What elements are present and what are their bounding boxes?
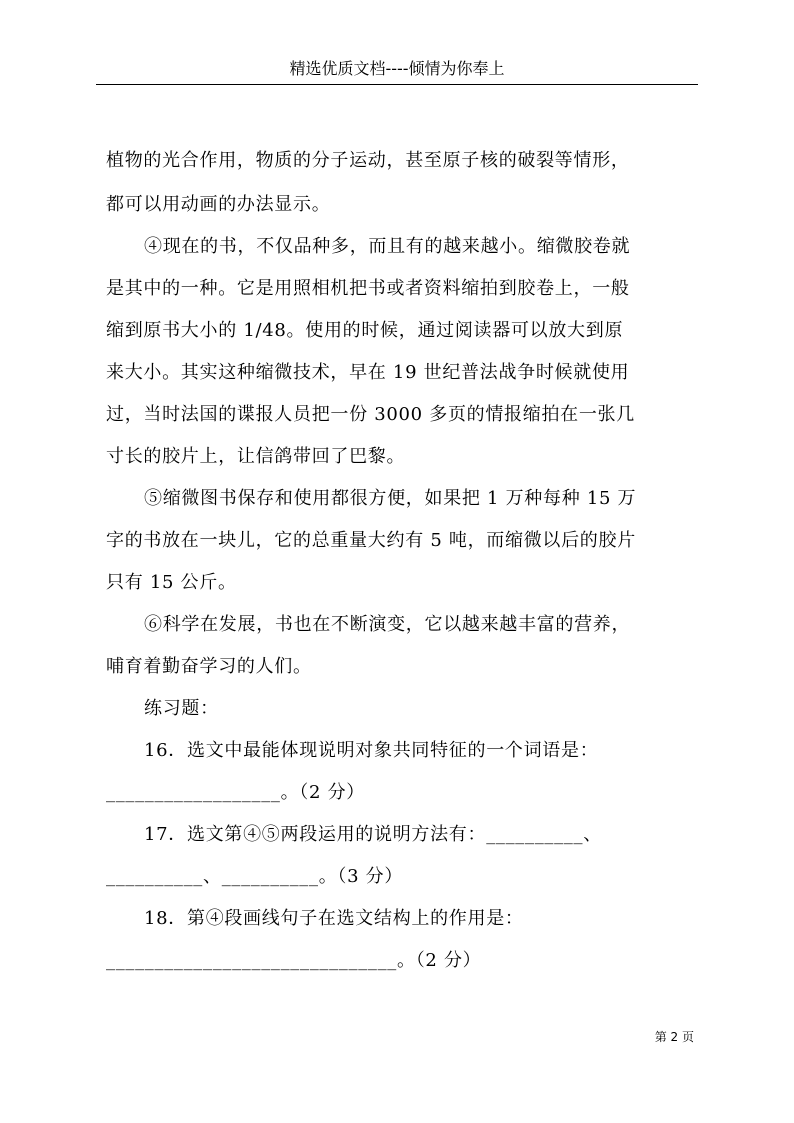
question-17: 17．选文第④⑤两段运用的说明方法有：__________、 bbox=[144, 824, 602, 845]
body-line: 植物的光合作用，物质的分子运动，甚至原子核的破裂等情形， bbox=[106, 150, 630, 171]
question-18: 18．第④段画线句子在选文结构上的作用是： bbox=[144, 908, 524, 929]
body-line: 来大小。其实这种缩微技术，早在 19 世纪普法战争时候就使用 bbox=[106, 362, 630, 383]
body-line: 寸长的胶片上，让信鸽带回了巴黎。 bbox=[106, 446, 406, 467]
body-line: 只有 15 公斤。 bbox=[106, 572, 237, 593]
body-line: 过，当时法国的谍报人员把一份 3000 多页的情报缩拍在一张几 bbox=[106, 404, 635, 425]
exercise-heading: 练习题： bbox=[144, 698, 219, 719]
body-line: 缩到原书大小的 1/48。使用的时候，通过阅读器可以放大到原 bbox=[106, 320, 624, 341]
header-title: 精选优质文档----倾情为你奉上 bbox=[289, 59, 505, 78]
page-header bbox=[96, 56, 698, 85]
paragraph-5-line: ⑤缩微图书保存和使用都很方便，如果把 1 万种每种 15 万 bbox=[144, 488, 637, 509]
paragraph-4-line: ④现在的书，不仅品种多，而且有的越来越小。缩微胶卷就 bbox=[144, 236, 631, 257]
body-line: 字的书放在一块儿，它的总重量大约有 5 吨，而缩微以后的胶片 bbox=[106, 530, 636, 551]
body-line: 是其中的一种。它是用照相机把书或者资料缩拍到胶卷上，一般 bbox=[106, 278, 630, 299]
question-16-answer-blank: __________________。（2 分） bbox=[106, 782, 365, 803]
paragraph-6-line: ⑥科学在发展，书也在不断演变，它以越来越丰富的营养， bbox=[144, 614, 631, 635]
body-line: 哺育着勤奋学习的人们。 bbox=[106, 656, 312, 677]
question-18-answer-blank: ______________________________。（2 分） bbox=[106, 950, 482, 971]
question-17-answer-blank: __________、__________。（3 分） bbox=[106, 866, 404, 887]
question-16: 16．选文中最能体现说明对象共同特征的一个词语是： bbox=[144, 740, 599, 761]
body-line: 都可以用动画的办法显示。 bbox=[106, 194, 331, 215]
page-number: 第 2 页 bbox=[654, 1030, 694, 1044]
